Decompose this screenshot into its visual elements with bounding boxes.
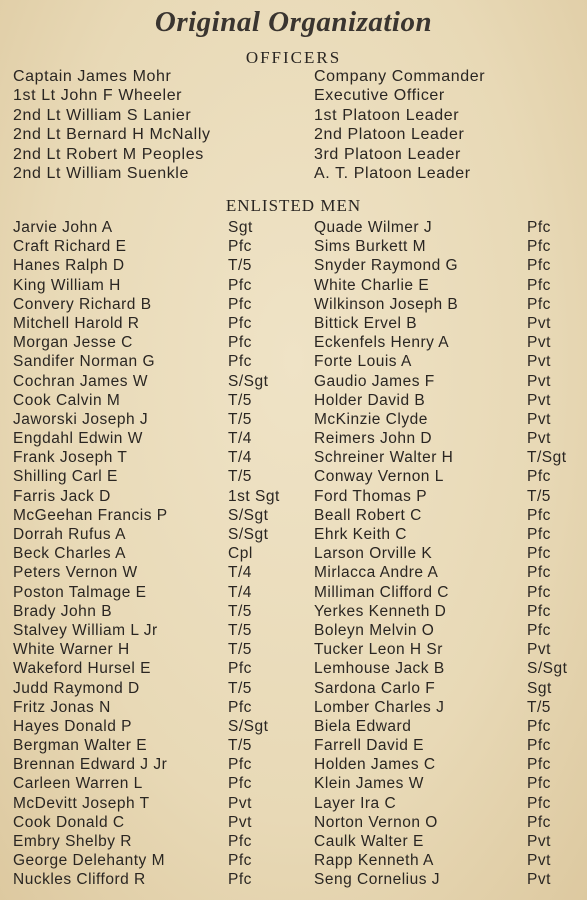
enlisted-row (0, 660, 587, 679)
enlisted-row (0, 795, 587, 814)
enlisted-name: McDevitt Joseph T (13, 794, 150, 812)
enlisted-row (0, 488, 587, 507)
enlisted-name: Beck Charles A (13, 545, 126, 563)
officer-name: 2nd Lt William Suenkle (13, 164, 189, 182)
enlisted-name: Norton Vernon O (314, 813, 438, 831)
enlisted-rank: Pfc (228, 314, 252, 332)
enlisted-rank: 1st Sgt (228, 487, 280, 505)
enlisted-rank: S/Sgt (228, 526, 269, 543)
enlisted-name: Jaworski Joseph J (13, 410, 149, 428)
enlisted-rank: Pvt (228, 813, 252, 831)
enlisted-name: Milliman Clifford C (314, 583, 449, 601)
enlisted-row (0, 737, 587, 756)
enlisted-rank: Pvt (527, 334, 551, 352)
enlisted-name: Dorrah Rufus A (13, 526, 126, 543)
enlisted-name: Beall Robert C (314, 506, 422, 524)
enlisted-row (0, 718, 587, 737)
enlisted-row (0, 871, 587, 890)
officer-row (0, 68, 587, 87)
enlisted-rank: S/Sgt (228, 372, 269, 390)
enlisted-heading: ENLISTED MEN (225, 196, 362, 215)
enlisted-name: Brennan Edward J Jr (13, 756, 168, 774)
enlisted-row (0, 219, 587, 238)
officer-role: A. T. Platoon Leader (314, 164, 471, 182)
enlisted-name: Judd Raymond D (13, 679, 140, 697)
officer-name: Captain James Mohr (13, 68, 172, 85)
enlisted-rank: Pfc (228, 852, 252, 870)
enlisted-rank: Pfc (527, 238, 551, 256)
enlisted-rank: Sgt (527, 679, 552, 697)
enlisted-row (0, 775, 587, 794)
officer-role: 1st Platoon Leader (314, 106, 460, 124)
enlisted-row (0, 699, 587, 718)
enlisted-name: Lemhouse Jack B (314, 660, 445, 678)
enlisted-rank: Sgt (228, 219, 253, 236)
enlisted-name: Ehrk Keith C (314, 526, 408, 543)
enlisted-rank: Pvt (527, 353, 551, 371)
enlisted-name: Frank Joseph T (13, 449, 128, 467)
enlisted-rank: Pfc (527, 468, 551, 486)
enlisted-rank: T/5 (228, 257, 252, 275)
enlisted-list (0, 219, 587, 891)
enlisted-row (0, 257, 587, 276)
enlisted-row (0, 277, 587, 296)
enlisted-rank: T/5 (228, 391, 252, 409)
officers-heading: OFFICERS (245, 48, 342, 67)
enlisted-name: Bergman Walter E (13, 737, 148, 755)
enlisted-name: Embry Shelby R (13, 833, 132, 850)
enlisted-rank: Pfc (228, 698, 252, 716)
enlisted-name: Morgan Jesse C (13, 334, 133, 352)
officer-name: 2nd Lt Bernard H McNally (13, 126, 211, 144)
enlisted-rank: Pfc (228, 833, 252, 850)
enlisted-rank: Pfc (228, 871, 252, 889)
enlisted-rank: Pfc (527, 813, 551, 831)
enlisted-row (0, 507, 587, 526)
enlisted-rank: S/Sgt (228, 717, 269, 735)
enlisted-name: Layer Ira C (314, 794, 397, 812)
enlisted-name: Sims Burkett M (314, 238, 427, 256)
enlisted-rank: Pvt (527, 372, 551, 390)
enlisted-name: Sardona Carlo F (314, 679, 436, 697)
enlisted-row (0, 814, 587, 833)
officer-role: Executive Officer (314, 87, 445, 105)
page-title: Original Organization (154, 6, 433, 38)
enlisted-name: Hayes Donald P (13, 717, 133, 735)
enlisted-name: Schreiner Walter H (314, 449, 454, 467)
enlisted-row (0, 373, 587, 392)
enlisted-name: Peters Vernon W (13, 564, 138, 582)
enlisted-row (0, 411, 587, 430)
enlisted-rank: Pfc (527, 717, 551, 735)
enlisted-rank: Pvt (527, 641, 551, 659)
enlisted-rank: T/5 (228, 737, 252, 755)
enlisted-name: Lomber Charles J (314, 698, 445, 716)
enlisted-rank: Pfc (527, 506, 551, 524)
enlisted-rank: T/4 (228, 449, 252, 467)
enlisted-name: Mirlacca Andre A (314, 564, 439, 582)
enlisted-name: King William H (13, 276, 121, 294)
enlisted-rank: Pfc (527, 526, 551, 543)
enlisted-name: Poston Talmage E (13, 583, 147, 601)
enlisted-row (0, 334, 587, 353)
enlisted-rank: Pfc (228, 660, 252, 678)
enlisted-name: Cochran James W (13, 372, 148, 390)
enlisted-name: Holden James C (314, 756, 436, 774)
enlisted-rank: Pfc (527, 602, 551, 620)
enlisted-name: Reimers John D (314, 430, 433, 448)
enlisted-name: Seng Cornelius J (314, 871, 441, 889)
enlisted-rank: Pvt (527, 833, 551, 850)
enlisted-name: George Delehanty M (13, 852, 166, 870)
enlisted-rank: Pfc (527, 737, 551, 755)
enlisted-row (0, 430, 587, 449)
enlisted-row (0, 833, 587, 852)
enlisted-row (0, 315, 587, 334)
enlisted-name: Larson Orville K (314, 545, 433, 563)
enlisted-rank: Pfc (527, 794, 551, 812)
enlisted-row (0, 603, 587, 622)
officer-name: 2nd Lt William S Lanier (13, 106, 192, 124)
enlisted-rank: Pfc (527, 775, 551, 793)
enlisted-rank: T/5 (228, 641, 252, 659)
enlisted-name: Farrell David E (314, 737, 424, 755)
enlisted-name: McKinzie Clyde (314, 410, 428, 428)
enlisted-row (0, 852, 587, 871)
enlisted-rank: Pfc (228, 334, 252, 352)
officer-role: 3rd Platoon Leader (314, 145, 461, 163)
enlisted-name: Caulk Walter E (314, 833, 424, 850)
enlisted-name: Farris Jack D (13, 487, 111, 505)
enlisted-name: White Warner H (13, 641, 130, 659)
enlisted-name: Ford Thomas P (314, 487, 428, 505)
officer-row (0, 146, 587, 165)
enlisted-rank: Pfc (228, 238, 252, 256)
officer-row (0, 126, 587, 145)
officer-role: Company Commander (314, 68, 486, 85)
enlisted-row (0, 545, 587, 564)
enlisted-name: Cook Calvin M (13, 391, 121, 409)
officer-name: 1st Lt John F Wheeler (13, 87, 183, 105)
enlisted-name: Jarvie John A (13, 219, 113, 236)
enlisted-rank: Pvt (228, 794, 252, 812)
enlisted-name: Boleyn Melvin O (314, 621, 435, 639)
enlisted-name: Gaudio James F (314, 372, 435, 390)
enlisted-name: Wilkinson Joseph B (314, 295, 459, 313)
enlisted-row (0, 468, 587, 487)
officer-name: 2nd Lt Robert M Peoples (13, 145, 204, 163)
enlisted-rank: Pfc (527, 583, 551, 601)
enlisted-name: Brady John B (13, 602, 113, 620)
enlisted-rank: S/Sgt (527, 660, 568, 678)
enlisted-rank: T/5 (527, 487, 551, 505)
enlisted-row (0, 756, 587, 775)
enlisted-name: Eckenfels Henry A (314, 334, 450, 352)
enlisted-rank: Pfc (228, 756, 252, 774)
enlisted-rank: T/Sgt (527, 449, 567, 467)
enlisted-name: Engdahl Edwin W (13, 430, 143, 448)
enlisted-row (0, 622, 587, 641)
enlisted-name: Rapp Kenneth A (314, 852, 434, 870)
enlisted-name: Snyder Raymond G (314, 257, 459, 275)
enlisted-rank: T/5 (228, 679, 252, 697)
enlisted-rank: Pfc (527, 257, 551, 275)
enlisted-name: Tucker Leon H Sr (314, 641, 443, 659)
enlisted-rank: Pvt (527, 430, 551, 448)
enlisted-name: Convery Richard B (13, 295, 152, 313)
enlisted-rank: S/Sgt (228, 506, 269, 524)
enlisted-row (0, 526, 587, 545)
enlisted-rank: Pvt (527, 871, 551, 889)
enlisted-name: Conway Vernon L (314, 468, 444, 486)
enlisted-rank: Pvt (527, 410, 551, 428)
enlisted-rank: Pvt (527, 314, 551, 332)
enlisted-rank: Pvt (527, 852, 551, 870)
enlisted-rank: Pfc (527, 545, 551, 563)
enlisted-name: Holder David B (314, 391, 426, 409)
enlisted-rank: T/5 (228, 410, 252, 428)
enlisted-rank: T/5 (228, 468, 252, 486)
enlisted-rank: Pfc (527, 564, 551, 582)
officer-row (0, 107, 587, 126)
enlisted-name: Quade Wilmer J (314, 219, 433, 236)
enlisted-rank: Pfc (228, 775, 252, 793)
enlisted-name: Nuckles Clifford R (13, 871, 146, 889)
enlisted-name: Fritz Jonas N (13, 698, 111, 716)
enlisted-name: Wakeford Hursel E (13, 660, 151, 678)
enlisted-rank: Pfc (527, 295, 551, 313)
officer-row (0, 165, 587, 184)
enlisted-name: Yerkes Kenneth D (314, 602, 447, 620)
enlisted-name: Shilling Carl E (13, 468, 118, 486)
enlisted-rank: Pfc (527, 219, 551, 236)
enlisted-rank: Pfc (527, 276, 551, 294)
enlisted-rank: Pfc (527, 621, 551, 639)
enlisted-row (0, 392, 587, 411)
enlisted-rank: Pvt (527, 391, 551, 409)
enlisted-row (0, 449, 587, 468)
enlisted-row (0, 641, 587, 660)
enlisted-rank: T/4 (228, 583, 252, 601)
enlisted-rank: T/5 (228, 602, 252, 620)
enlisted-row (0, 564, 587, 583)
enlisted-name: Biela Edward (314, 717, 412, 735)
enlisted-name: Hanes Ralph D (13, 257, 125, 275)
enlisted-name: Carleen Warren L (13, 775, 143, 793)
enlisted-row (0, 353, 587, 372)
enlisted-rank: Pfc (228, 353, 252, 371)
enlisted-rank: T/4 (228, 564, 252, 582)
enlisted-row (0, 238, 587, 257)
enlisted-rank: T/5 (228, 621, 252, 639)
enlisted-name: White Charlie E (314, 276, 430, 294)
enlisted-name: Stalvey William L Jr (13, 621, 158, 639)
enlisted-row (0, 296, 587, 315)
enlisted-name: Mitchell Harold R (13, 314, 140, 332)
enlisted-name: Klein James W (314, 775, 424, 793)
enlisted-name: Craft Richard E (13, 238, 127, 256)
enlisted-name: McGeehan Francis P (13, 506, 168, 524)
enlisted-row (0, 680, 587, 699)
enlisted-rank: T/5 (527, 698, 551, 716)
enlisted-rank: Cpl (228, 545, 253, 563)
enlisted-name: Cook Donald C (13, 813, 125, 831)
enlisted-name: Forte Louis A (314, 353, 412, 371)
officer-row (0, 87, 587, 106)
officers-list (0, 68, 587, 184)
enlisted-name: Sandifer Norman G (13, 353, 156, 371)
enlisted-rank: T/4 (228, 430, 252, 448)
enlisted-rank: Pfc (228, 276, 252, 294)
enlisted-rank: Pfc (228, 295, 252, 313)
enlisted-name: Bittick Ervel B (314, 314, 418, 332)
officer-role: 2nd Platoon Leader (314, 126, 465, 144)
enlisted-rank: Pfc (527, 756, 551, 774)
enlisted-row (0, 584, 587, 603)
